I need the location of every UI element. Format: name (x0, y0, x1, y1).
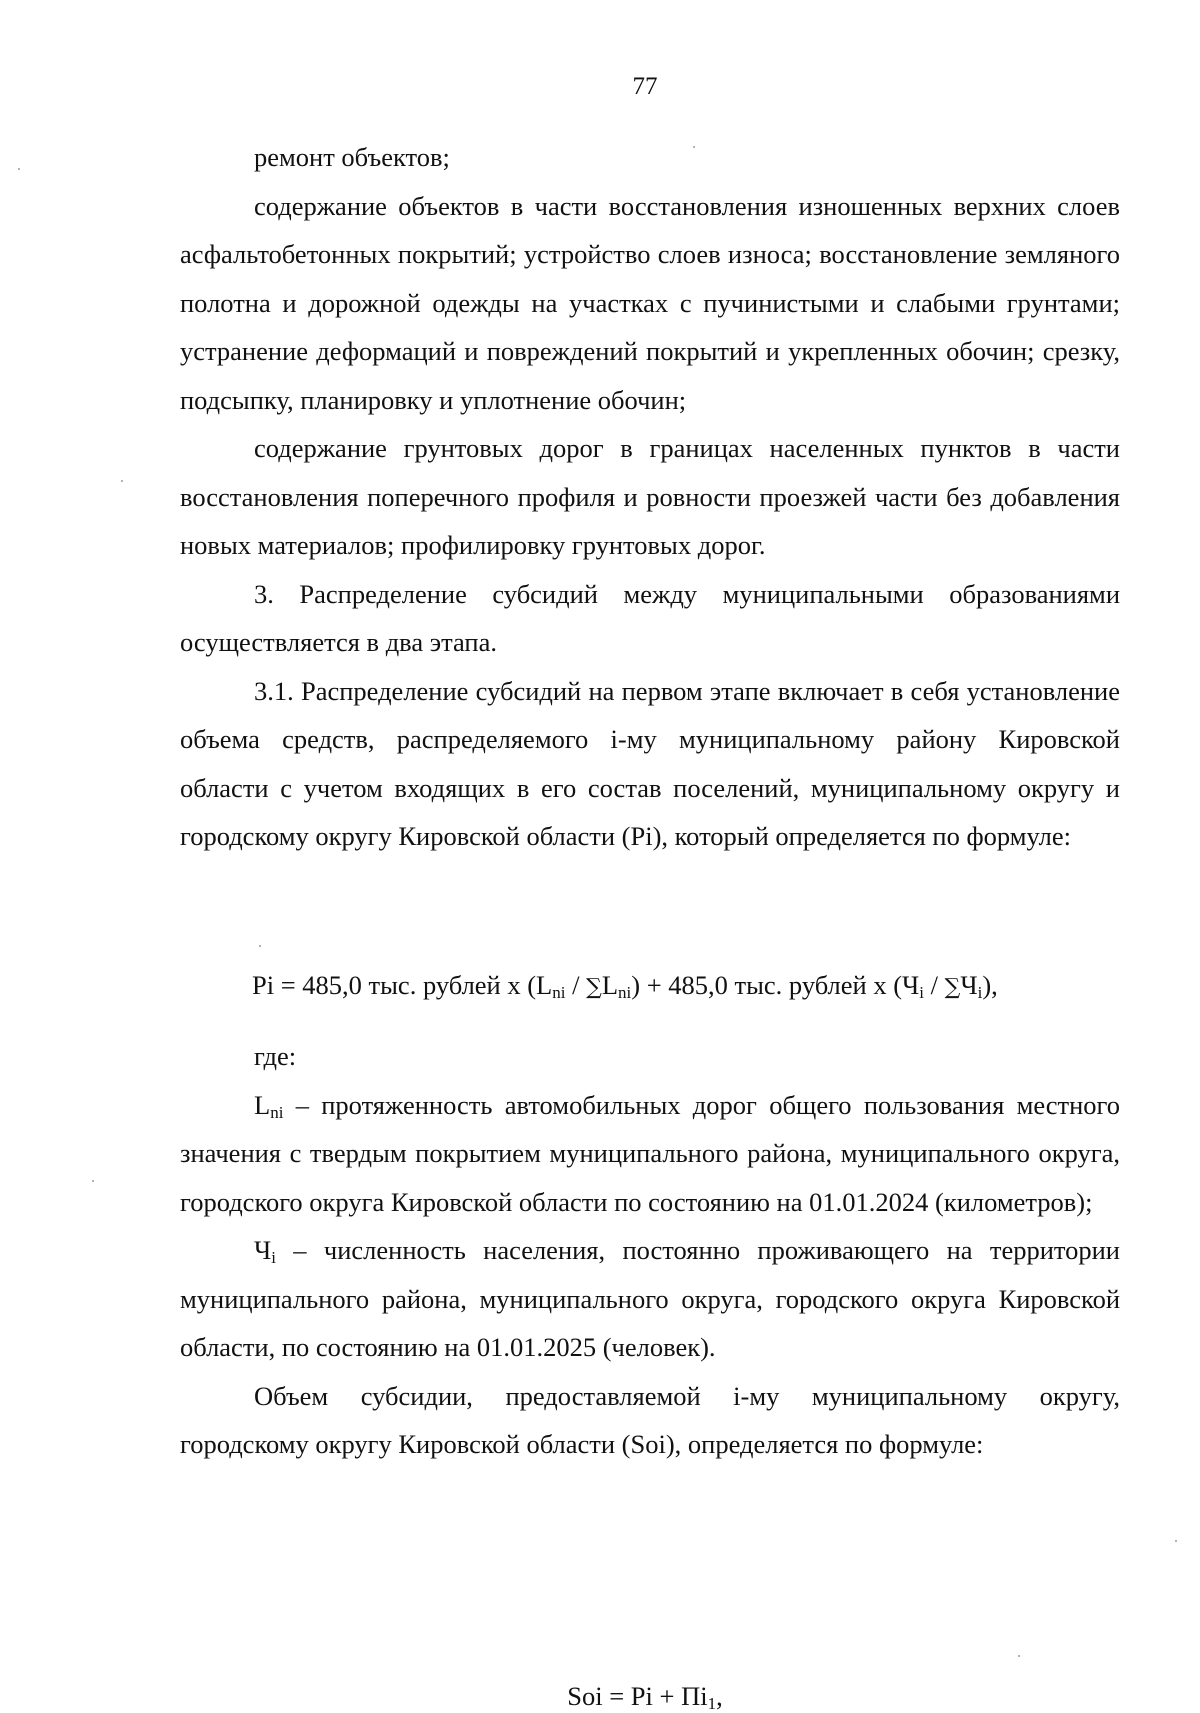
formula-soi-text: Soi = Pi + Пi (567, 1681, 708, 1711)
sum-symbol: ∑ (586, 975, 602, 1000)
formula-pi-l-2: L (601, 970, 619, 1000)
scan-speck (1175, 1540, 1177, 1542)
page-number: 77 (632, 73, 658, 100)
definition-lni-sub: ni (270, 1102, 284, 1122)
formula-pi-end: ), (982, 970, 998, 1000)
paragraph-soi: Объем субсидии, предоставляемой i-му муниципальному округу, городскому округу Кировской области (Soi), определяется по формуле: (180, 1380, 1120, 1459)
definition-lni-symbol: L (254, 1089, 271, 1120)
formula-pi (0, 965, 1200, 1008)
formula-pi-sub-ni-1: ni (552, 983, 566, 1002)
scan-speck (92, 1180, 94, 1182)
scan-speck (1018, 1655, 1020, 1657)
definition-chi (180, 1226, 1120, 1372)
sum-symbol: ∑ (944, 975, 961, 1000)
where-label: где: (254, 1041, 297, 1071)
body-text-mid (180, 1032, 1120, 1469)
formula-pi-op-1: / (565, 970, 587, 1000)
definition-lni (180, 1081, 1120, 1227)
paragraph-section-3: 3. Распределение субсидий между муниципальными образованиями осуществляется в два этапа. (180, 578, 1120, 657)
scan-speck (18, 168, 20, 170)
formula-pi-ch-2: Ч (960, 970, 978, 1000)
paragraph-repair: ремонт объектов; (254, 142, 450, 172)
paragraph-maintenance: содержание объектов в части восстановления изношенных верхних слоев асфальтобетонных покрытий; устройство слоев износа; восстановление земляного полотна и дорожной одежды на участках с пучинистыми и слабыми грунтами; устранение деформаций и повреждений покрытий и укрепленных обочин; срезку, подсыпку, планировку и уплотнение обочин; (180, 190, 1120, 415)
scan-speck (693, 146, 695, 148)
formula-pi-mid: ) + 485,0 тыс. рублей х (Ч (631, 970, 920, 1000)
formula-pi-sub-i-2: i (977, 983, 983, 1002)
paragraph-dirt-roads: содержание грунтовых дорог в границах населенных пунктов в части восстановления поперечного профиля и ровности проезжей части без добавления новых материалов; профилировку грунтовых дорог. (180, 433, 1120, 560)
body-text-top (180, 133, 1120, 861)
scan-speck (121, 480, 123, 482)
definition-lni-text: – протяженность автомобильных дорог общего пользования местного значения с твердым покрытием муниципального района, муниципального округа, городского округа Кировской области по состоянию на 01.01.2024 (километров); (180, 1089, 1120, 1217)
definition-chi-text: – численность населения, постоянно проживающего на территории муниципального района, муниципального округа, городского округа Кировской области, по состоянию на 01.01.2025 (человек). (180, 1235, 1120, 1362)
formula-soi-sub: 1 (707, 1694, 717, 1713)
formula-pi-sub-ni-2: ni (618, 983, 632, 1002)
scan-speck (259, 945, 261, 947)
definition-chi-sub: i (271, 1248, 276, 1267)
formula-soi-end: , (716, 1681, 723, 1711)
formula-pi-op-2: / (924, 970, 945, 1000)
formula-pi-lhs: Pi = 485,0 тыс. рублей х (L (252, 970, 553, 1000)
definition-chi-symbol: Ч (254, 1235, 272, 1265)
formula-soi (0, 1681, 1200, 1713)
formula-pi-sub-i-1: i (919, 983, 924, 1002)
paragraph-section-3-1: 3.1. Распределение субсидий на первом этапе включает в себя установление объема средств, распределяемого i-му муниципальному району Кировской области с учетом входящих в его состав поселений, муниципальному округу и городскому округу Кировской области (Pi), который определяется по формуле: (180, 675, 1120, 851)
